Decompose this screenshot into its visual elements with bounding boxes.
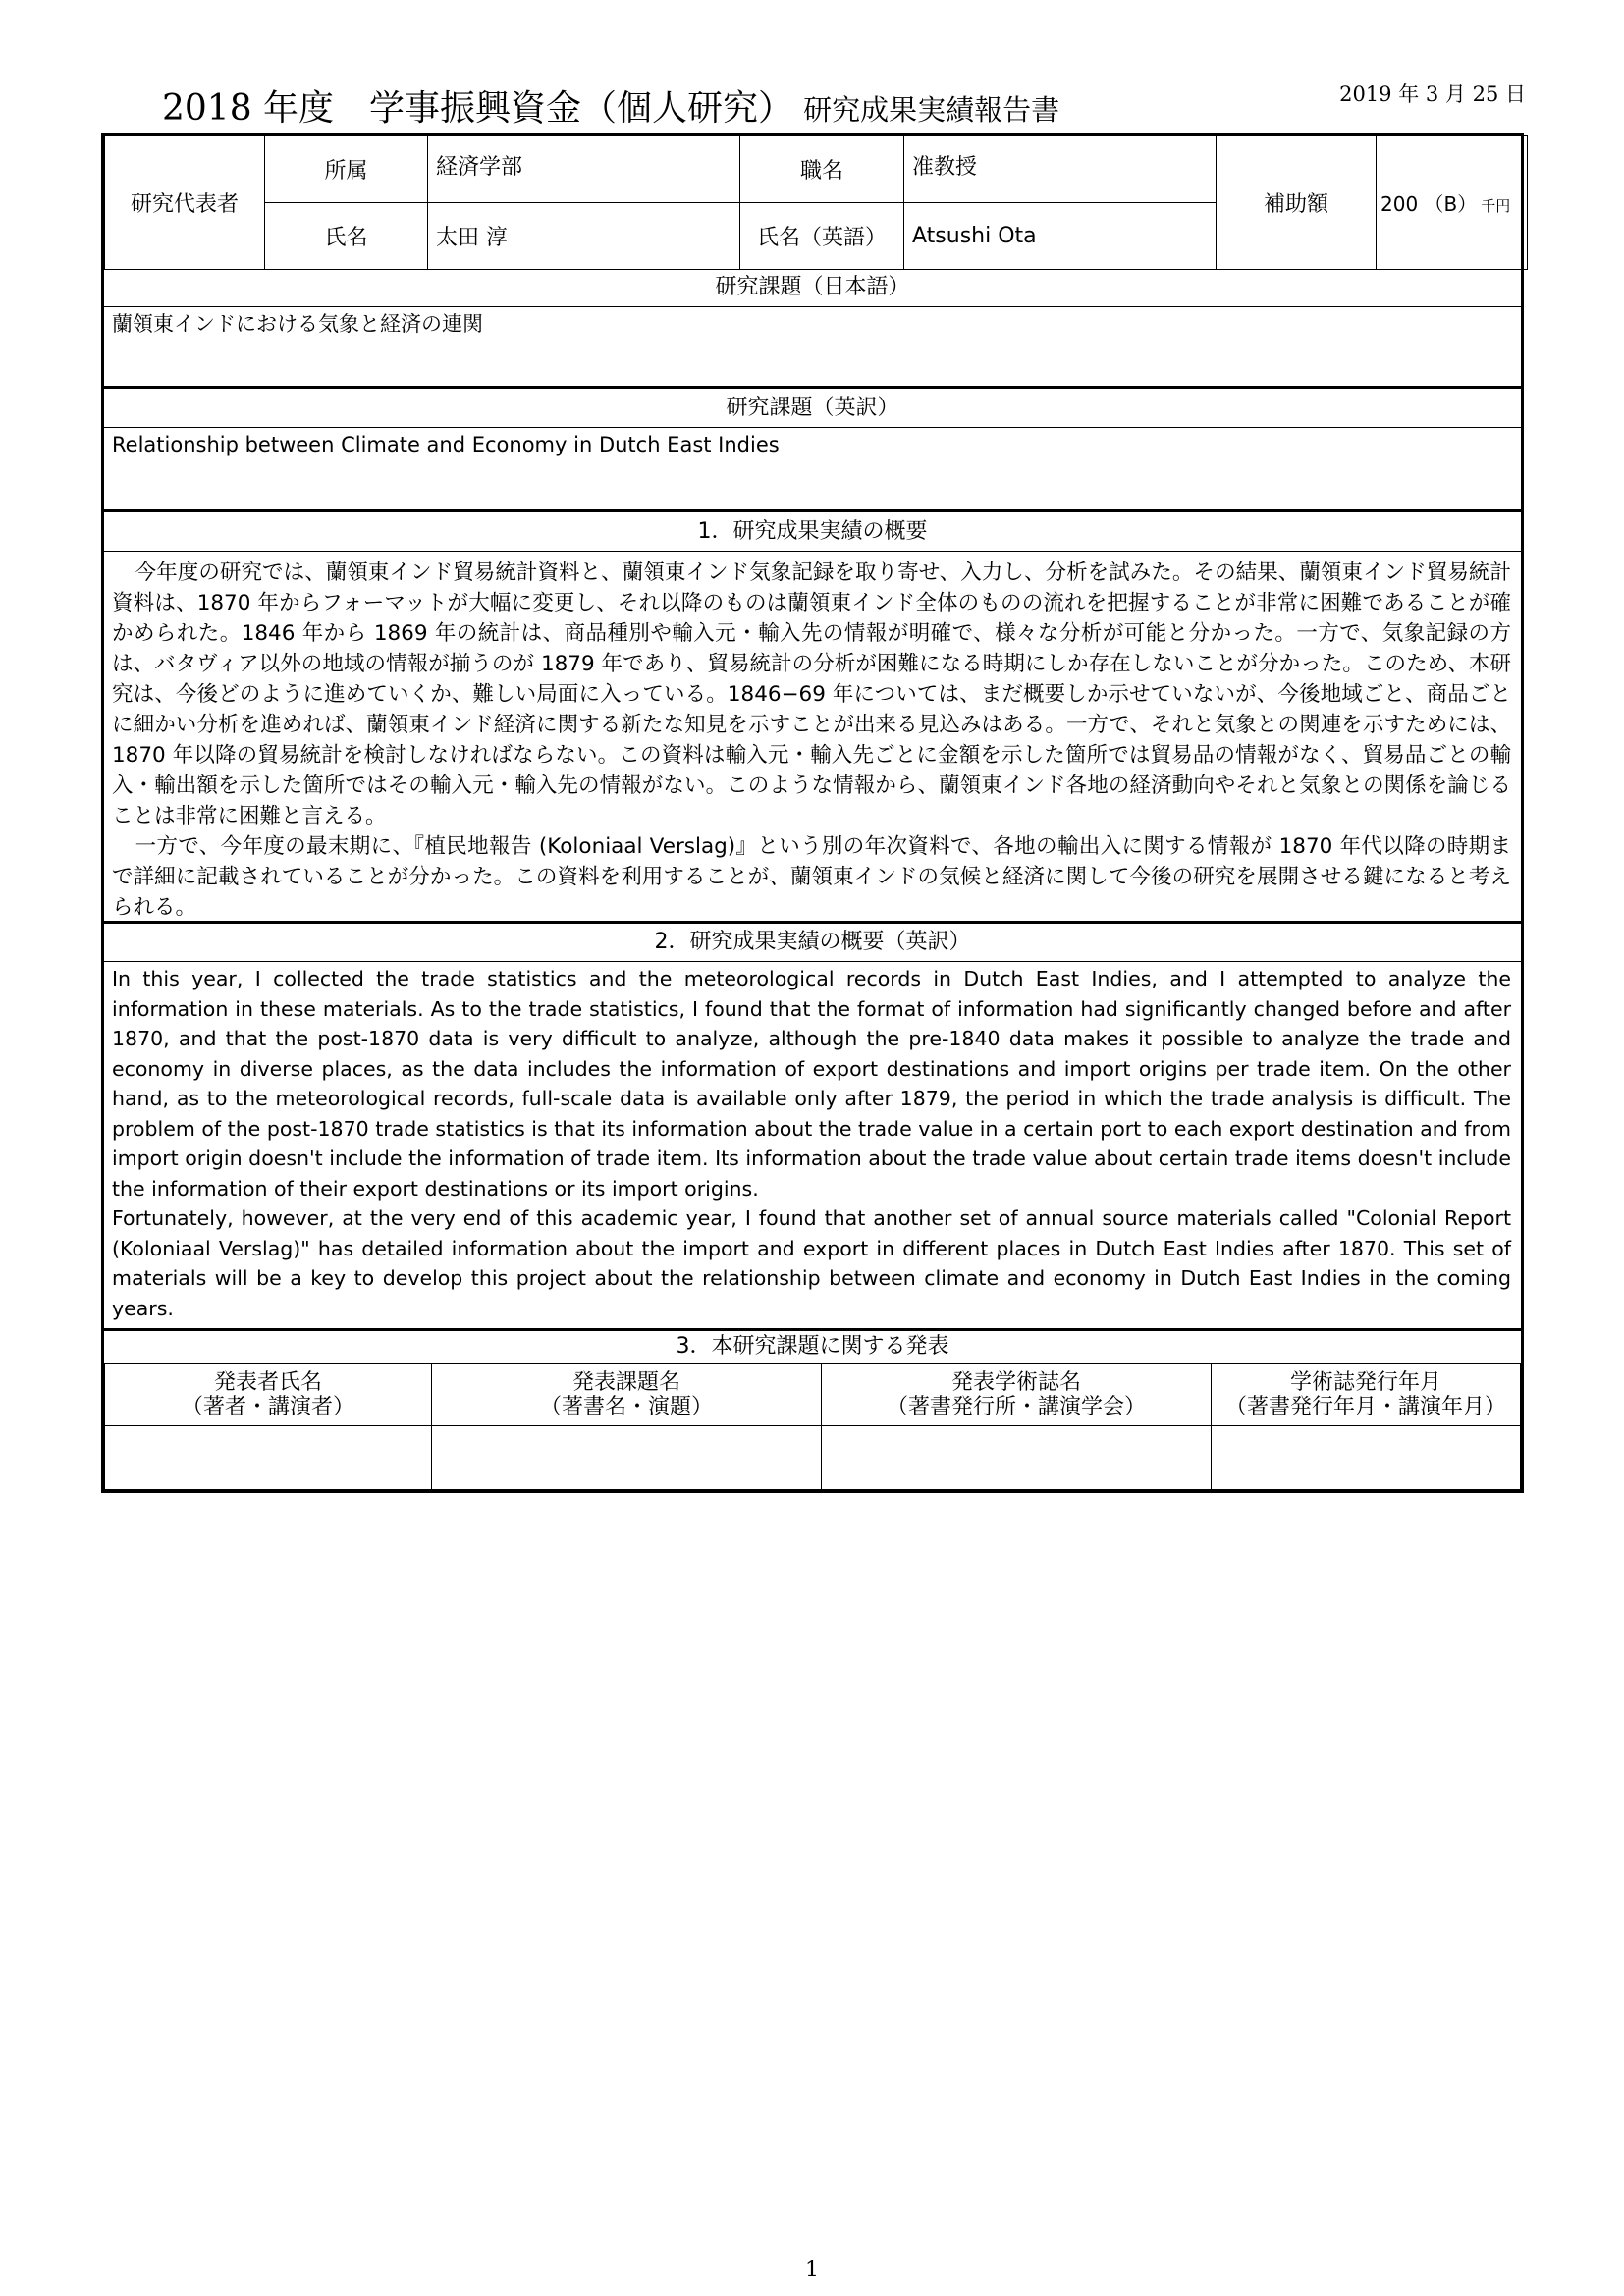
pub-cell-journal	[822, 1426, 1212, 1490]
title-en-section	[104, 390, 1521, 512]
pub-col-presenter: 発表者氏名 （著者・講演者）	[105, 1364, 432, 1426]
title-en-text: Relationship between Climate and Economy in Dutch East Indies	[112, 433, 780, 456]
publications-table	[104, 1363, 1521, 1490]
summary-jp-section	[104, 513, 1521, 924]
grant-unit: 千円	[1481, 197, 1511, 215]
title-jp-text: 蘭領東インドにおける気象と経済の連関	[112, 312, 483, 336]
affiliation-label: 所属	[265, 136, 428, 203]
summary-en-section	[104, 924, 1521, 1331]
publications-section	[104, 1331, 1521, 1362]
name-label: 氏名	[265, 203, 428, 270]
report-date: 2019 年 3 月 25 日	[1339, 82, 1526, 106]
pub-col-journal: 発表学術誌名 （著書発行所・講演学会）	[822, 1364, 1212, 1426]
summary-jp-body	[104, 552, 1521, 923]
representative-label: 研究代表者	[105, 136, 265, 270]
summary-jp-header: 1．研究成果実績の概要	[104, 513, 1521, 552]
pub-cell-presenter	[105, 1426, 432, 1490]
title-sub: 研究成果実績報告書	[803, 93, 1060, 127]
summary-jp-paragraph-1: 今年度の研究では、蘭領東インド貿易統計資料と、蘭領東インド気象記録を取り寄せ、入力し、分析を試みた。その結果、蘭領東インド貿易統計資料は、1870 年からフォーマットが大幅に変更し、それ以降のものは蘭領東インド全体のものの流れを把握することが非常に困難であることが確かめられた。1846 年から 1869 年の統計は、商品種別や輸入元・輸入先の情報が明確で、様々な分析が可能と分かった。一方で、気象記録の方は、バタヴィア以外の地域の情報が揃うのが 1879 年であり、貿易統計の分析が困難になる時期にしか存在しないことが分かった。このため、本研究は、今後どのように進めていくか、難しい局面に入っている。1846−69 年については、まだ概要しか示せていないが、今後地域ごと、商品ごとに細かい分析を進めれば、蘭領東インド経済に関する新たな知見を示すことが出来る見込みはある。一方で、それと気象との関連を示すためには、1870 年以降の貿易統計を検討しなければならない。この資料は輸入元・輸入先ごとに金額を示した箇所では貿易品の情報がなく、貿易品ごとの輸入・輸出額を示した箇所ではその輸入元・輸入先の情報がない。このような情報から、蘭領東インド各地の経済動向やそれと気象との関係を論じることは非常に困難と言える。	[112, 561, 1511, 828]
grant-value: 200 （B）	[1380, 192, 1478, 216]
title-en-header: 研究課題（英訳）	[104, 390, 1521, 428]
grant-label: 補助額	[1217, 136, 1377, 270]
summary-en-header: 2．研究成果実績の概要（英訳）	[104, 924, 1521, 962]
name-en-value: Atsushi Ota	[904, 203, 1217, 270]
summary-jp-paragraph-2: 一方で、今年度の最末期に、『植民地報告 (Koloniaal Verslag)』という別の年次資料で、各地の輸出入に関する情報が 1870 年代以降の時期まで詳細に記載されていることが分かった。この資料を利用することが、蘭領東インドの気候と経済に関して今後の研究を展開させる鍵になると考えられる。	[112, 834, 1511, 920]
name-en-label: 氏名（英語）	[740, 203, 904, 270]
position-label: 職名	[740, 136, 904, 203]
pub-cell-title	[432, 1426, 822, 1490]
title-jp-header: 研究課題（日本語）	[104, 269, 1521, 307]
pub-col-date: 学術誌発行年月 （著書発行年月・講演年月）	[1212, 1364, 1521, 1426]
info-table	[104, 135, 1528, 270]
pub-col-title: 発表課題名 （著書名・演題）	[432, 1364, 822, 1426]
title-jp-section	[104, 269, 1521, 389]
grant-cell	[1377, 136, 1528, 270]
summary-en-paragraph-1: In this year, I collected the trade statistics and the meteorological records in Dutch East Indies, and I attempted to analyze the information in these materials. As to the trade statistics, I found that the format of information had significantly changed before and after 1870, and that the post-1870 data is very difficult to analyze, although the pre-1840 data makes it possible to analyze the trade and economy in diverse places, as the data includes the information of export destinations and import origins per trade item. On the other hand, as to the meteorological records, full-scale data is available only after 1879, the period in which the trade analysis is difficult. The problem of the post-1870 trade statistics is that its information about the trade value in a certain port to each export destination and from import origin doesn't include the information of trade item. Its information about the trade value about certain trade items doesn't include the information of their export destinations or its import origins.	[112, 967, 1511, 1201]
page-number: 1	[805, 2258, 819, 2282]
report-title	[162, 80, 1059, 131]
position-value: 准教授	[904, 136, 1217, 203]
name-value: 太田 淳	[428, 203, 740, 270]
summary-en-body	[104, 962, 1521, 1323]
report-form	[101, 133, 1524, 1493]
pub-cell-date	[1212, 1426, 1521, 1490]
affiliation-value: 経済学部	[428, 136, 740, 203]
title-main: 2018 年度 学事振興資金（個人研究）	[162, 88, 794, 129]
publications-header: 3．本研究課題に関する発表	[676, 1334, 949, 1359]
summary-en-paragraph-2: Fortunately, however, at the very end of this academic year, I found that another set of annual source materials called "Colonial Report (Koloniaal Verslag)" has detailed information about the import and export in different places in Dutch East Indies after 1870. This set of materials will be a key to develop this project about the relationship between climate and economy in Dutch East Indies in the coming years.	[112, 1206, 1511, 1320]
